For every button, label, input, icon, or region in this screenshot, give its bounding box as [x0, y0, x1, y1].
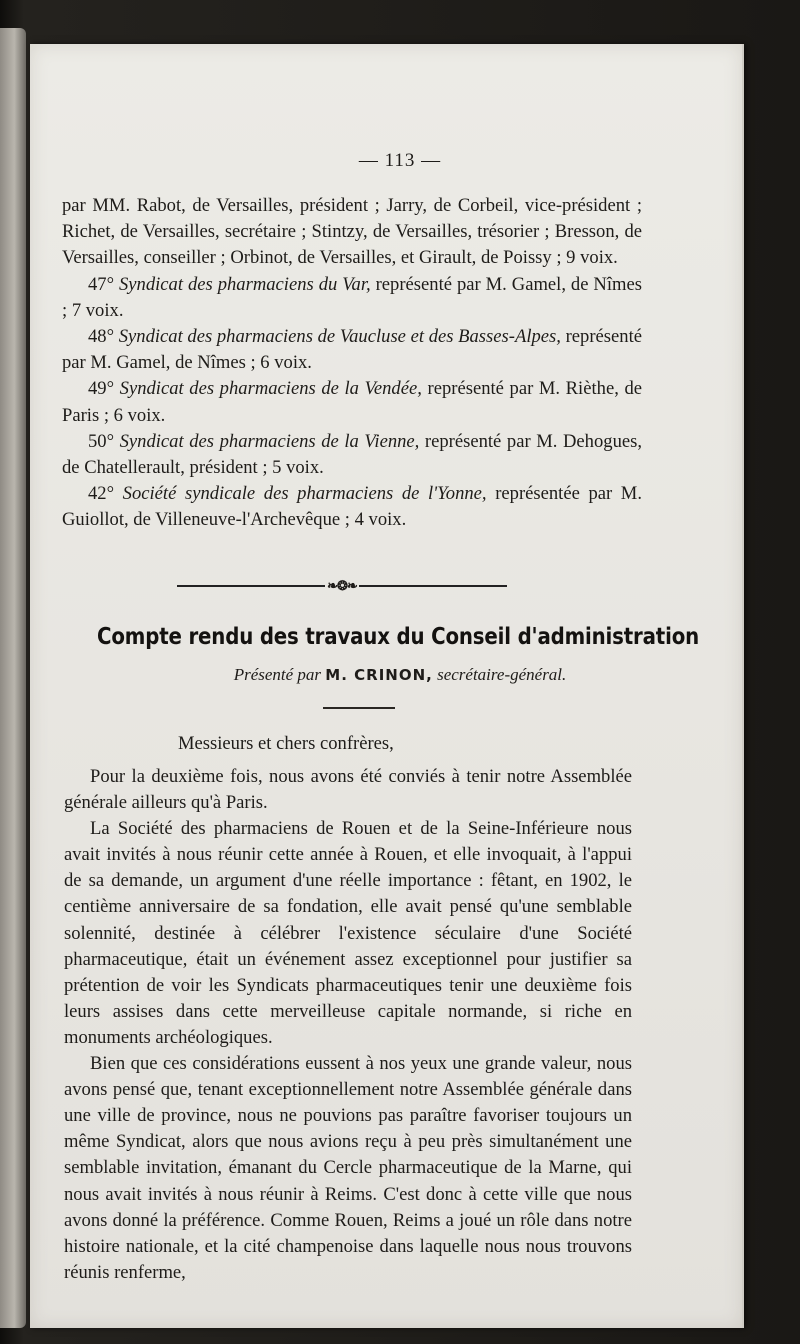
representative: représenté par M. Dehogues, de Chatellerault, président ; 5 voix.: [62, 430, 642, 479]
divider-ornament: ❧❂❧: [327, 578, 357, 594]
salutation: Messieurs et chers confrères,: [178, 733, 394, 754]
syndicate-name: Société syndicale des pharmaciens de l'Yonne,: [122, 483, 487, 505]
representative: représenté par M. Rièthe, de Paris ; 6 voix.: [62, 378, 643, 426]
list-number: 49°: [88, 378, 115, 400]
body-paragraph-3: Bien que ces considérations eussent à nos yeux une grande valeur, nous avons pensé que, tenant exceptionnellement notre Assemblée générale dans une ville de province, nous ne pouvions pas paraître favoriser toujours un même Syndicat, alors que nous avions reçu à peu près simultanément une semblable invitation, émanant du Cercle pharmaceutique de la Marne, qui nous avait invités à nous réunir à Reims. C'est donc à cette ville que nous avons donné la préférence. Comme Rouen, Reims a joué un rôle dans notre histoire nationale, et la cité champenoise dans laquelle nous nous trouvons réunis renferme,: [64, 1053, 632, 1283]
delegates-list: [62, 193, 642, 534]
presented-prefix: Présenté par: [233, 665, 322, 684]
list-number: 42°: [88, 483, 115, 505]
representative: représenté par M. Gamel, de Nîmes ; 6 voix.: [62, 326, 642, 374]
list-number: 47°: [88, 273, 115, 295]
divider-rule-left: [177, 585, 325, 587]
presenter-role: secrétaire-général.: [437, 665, 567, 684]
section-heading: Compte rendu des travaux du Conseil d'administration: [97, 624, 700, 650]
syndicate-name: Syndicat des pharmaciens du Var,: [118, 273, 371, 295]
syndicate-name: Syndicat des pharmaciens de la Vienne,: [119, 430, 420, 452]
syndicate-name: Syndicat des pharmaciens de Vaucluse et des Basses-Alpes,: [118, 326, 561, 348]
presenter-name: M. CRINON,: [325, 666, 433, 684]
list-paragraph-6: [62, 481, 642, 533]
list-number: 50°: [88, 430, 115, 452]
divider-rule-right: [359, 585, 507, 587]
report-body: [64, 764, 632, 1286]
presented-by-line: [0, 665, 800, 685]
section-divider: [177, 578, 507, 594]
representative: représenté par M. Gamel, de Nîmes ; 7 voix.: [62, 273, 642, 321]
list-paragraph-4: [62, 376, 642, 428]
list-paragraph-5: [62, 429, 642, 481]
list-paragraph-2: [62, 272, 642, 324]
list-paragraph-3: [62, 324, 642, 376]
page-number: — 113 —: [358, 150, 442, 171]
body-paragraph-1: Pour la deuxième fois, nous avons été conviés à tenir notre Assemblée générale ailleurs qu'à Paris.: [64, 766, 632, 814]
syndicate-name: Syndicat des pharmaciens de la Vendée,: [119, 378, 422, 400]
list-paragraph-1: par MM. Rabot, de Versailles, président ; Jarry, de Corbeil, vice-président ; Richet, de Versailles, secrétaire ; Stintzy, de Versailles, trésorier ; Bresson, de Versailles, conseiller ; Orbinot, de Versailles, et Girault, de Poissy ; 9 voix.: [62, 195, 642, 269]
list-number: 48°: [88, 326, 115, 348]
representative: représentée par M. Guiollot, de Villeneuve-l'Archevêque ; 4 voix.: [62, 483, 642, 531]
body-paragraph-2: La Société des pharmaciens de Rouen et de la Seine-Inférieure nous avait invités à nous réunir cette année à Rouen, et elle invoquait, à l'appui de sa demande, un argument d'une réelle importance : fêtant, en 1902, le centième anniversaire de sa fondation, elle avait pensé qu'une semblable solennité, destinée à célébrer l'existence séculaire d'une Société pharmaceutique, était un événement assez exceptionnel pour justifier sa prétention de voir les Syndicats pharmaceutiques tenir une deuxième fois leurs assises dans cette merveilleuse capitale normande, si riche en monuments archéologiques.: [64, 818, 632, 1048]
short-rule: [323, 707, 395, 709]
